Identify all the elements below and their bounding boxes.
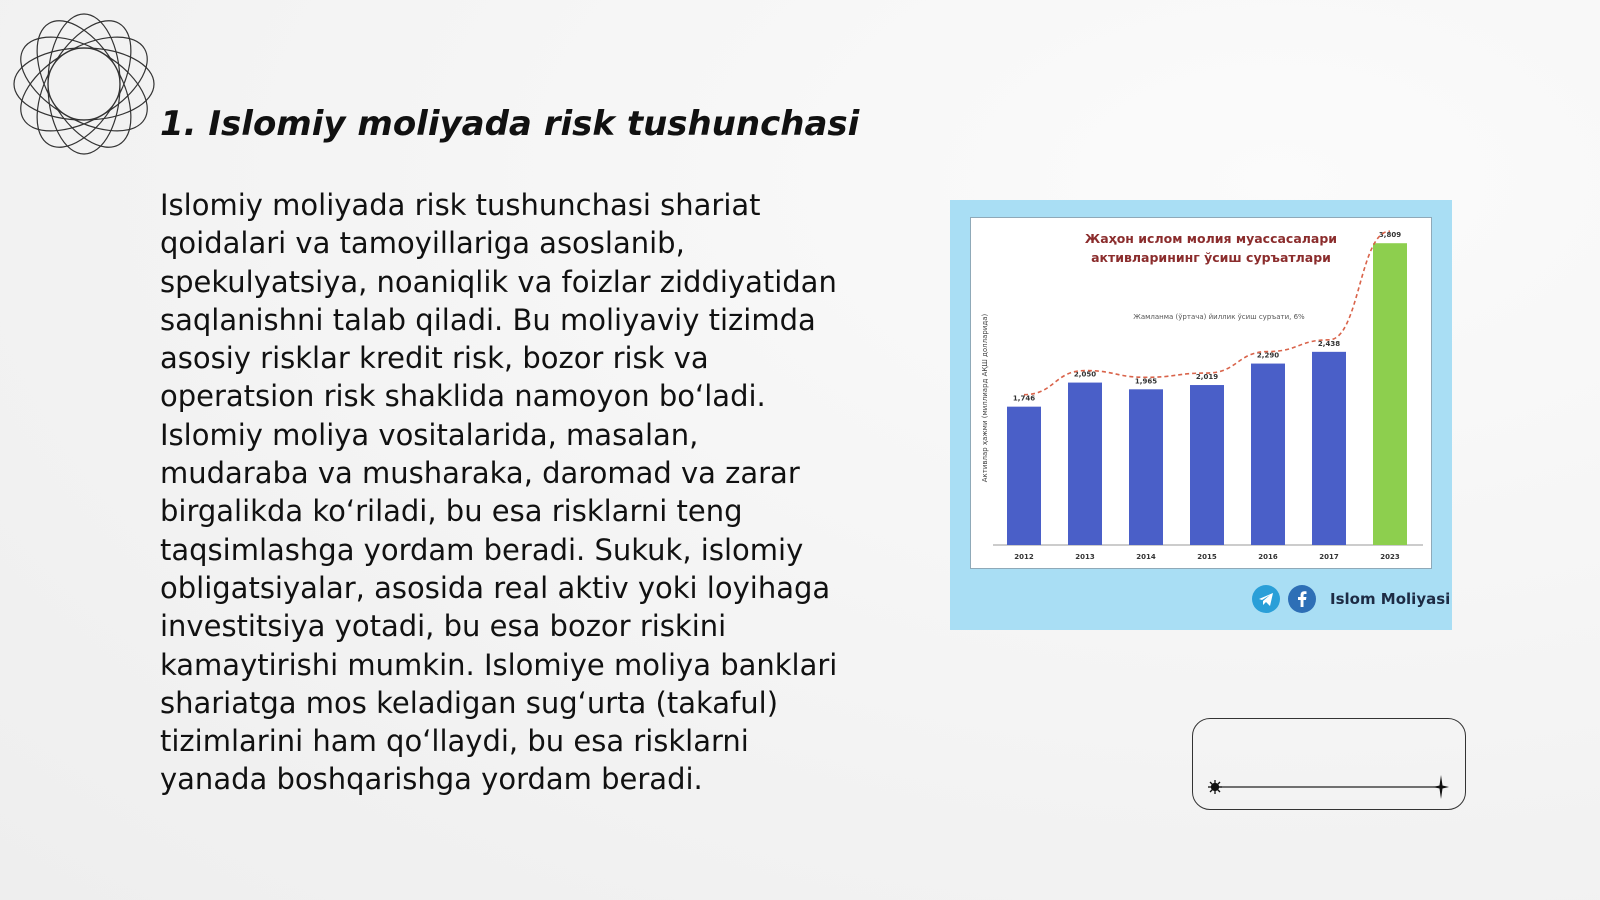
- chart-bar-2017: [1312, 352, 1346, 545]
- chart-category-label: 2016: [1258, 553, 1278, 561]
- source-brand: [1252, 583, 1450, 615]
- chart-bar-2013: [1068, 383, 1102, 545]
- sparkle-icon: [1433, 775, 1449, 799]
- chart-trend-label: Жамланма (ўртача) йиллик ўсиш суръати, 6%: [1133, 313, 1305, 321]
- slide-body-text: Islomiy moliyada risk tushunchasi shariat qoidalari va tamoyillariga asoslanib, spekulyatsiya, noaniqlik va foizlar ziddiyatidan saqlanishni talab qiladi. Bu moliyaviy tizimda asosiy risklar kredit risk, bozor risk va operatsion risk shaklida namoyon bo‘ladi. Islomiy moliya vositalarida, masalan, mudaraba va musharaka, daromad va zarar birgalikda ko‘riladi, bu esa risklarni teng taqsimlashga yordam beradi. Sukuk, islomiy obligatsiyalar, asosida real aktiv yoki loyihaga investitsiya yotadi, bu esa bozor riskini kamaytirishi mumkin. Islomiye moliya banklari shariatga mos keladigan sug‘urta (takaful) tizimlarini ham qo‘llaydi, bu esa risklarni yanada boshqarishga yordam beradi.: [160, 188, 838, 797]
- chart-bar-2016: [1251, 364, 1285, 545]
- chart-value-label: 1,965: [1134, 377, 1158, 386]
- chart-value-label: 3,809: [1378, 231, 1402, 240]
- chart-panel: [970, 217, 1432, 569]
- chart-value-label: 2,019: [1195, 373, 1219, 382]
- sun-icon: [1208, 780, 1222, 794]
- chart-title-line-2: активларининг ўсиш суръатлари: [1091, 250, 1331, 265]
- chart-category-label: 2023: [1380, 553, 1400, 561]
- chart-category-label: 2013: [1075, 553, 1095, 561]
- chart-title-line-1: Жаҳон ислом молия муассасалари: [1084, 231, 1338, 246]
- circular-ornament-icon: [10, 10, 158, 158]
- chart-bar-2014: [1129, 389, 1163, 545]
- chart-category-label: 2015: [1197, 553, 1217, 561]
- chart-value-label: 2,050: [1073, 370, 1097, 379]
- chart-value-label: 2,438: [1317, 339, 1341, 348]
- chart-bar-2012: [1007, 407, 1041, 545]
- chart-bar-2023: [1373, 243, 1407, 545]
- chart-y-axis-label: Активлар ҳажми (миллиард АҚШ долларида): [981, 313, 989, 483]
- facebook-icon: [1288, 585, 1316, 613]
- brand-label: Islom Moliyasi: [1330, 590, 1451, 608]
- slider-widget[interactable]: [1192, 718, 1466, 810]
- slider-track: [1193, 719, 1465, 809]
- chart-value-label: 2,290: [1256, 351, 1280, 360]
- chart-value-label: 1,746: [1012, 394, 1036, 403]
- chart-image-frame: [950, 200, 1452, 630]
- slide-title: 1. Islomiy moliyada risk tushunchasi: [160, 104, 860, 144]
- bar-chart: [971, 218, 1431, 568]
- chart-category-label: 2012: [1014, 553, 1034, 561]
- chart-bar-2015: [1190, 385, 1224, 545]
- chart-category-label: 2017: [1319, 553, 1339, 561]
- telegram-icon: [1252, 585, 1280, 613]
- chart-category-label: 2014: [1136, 553, 1156, 561]
